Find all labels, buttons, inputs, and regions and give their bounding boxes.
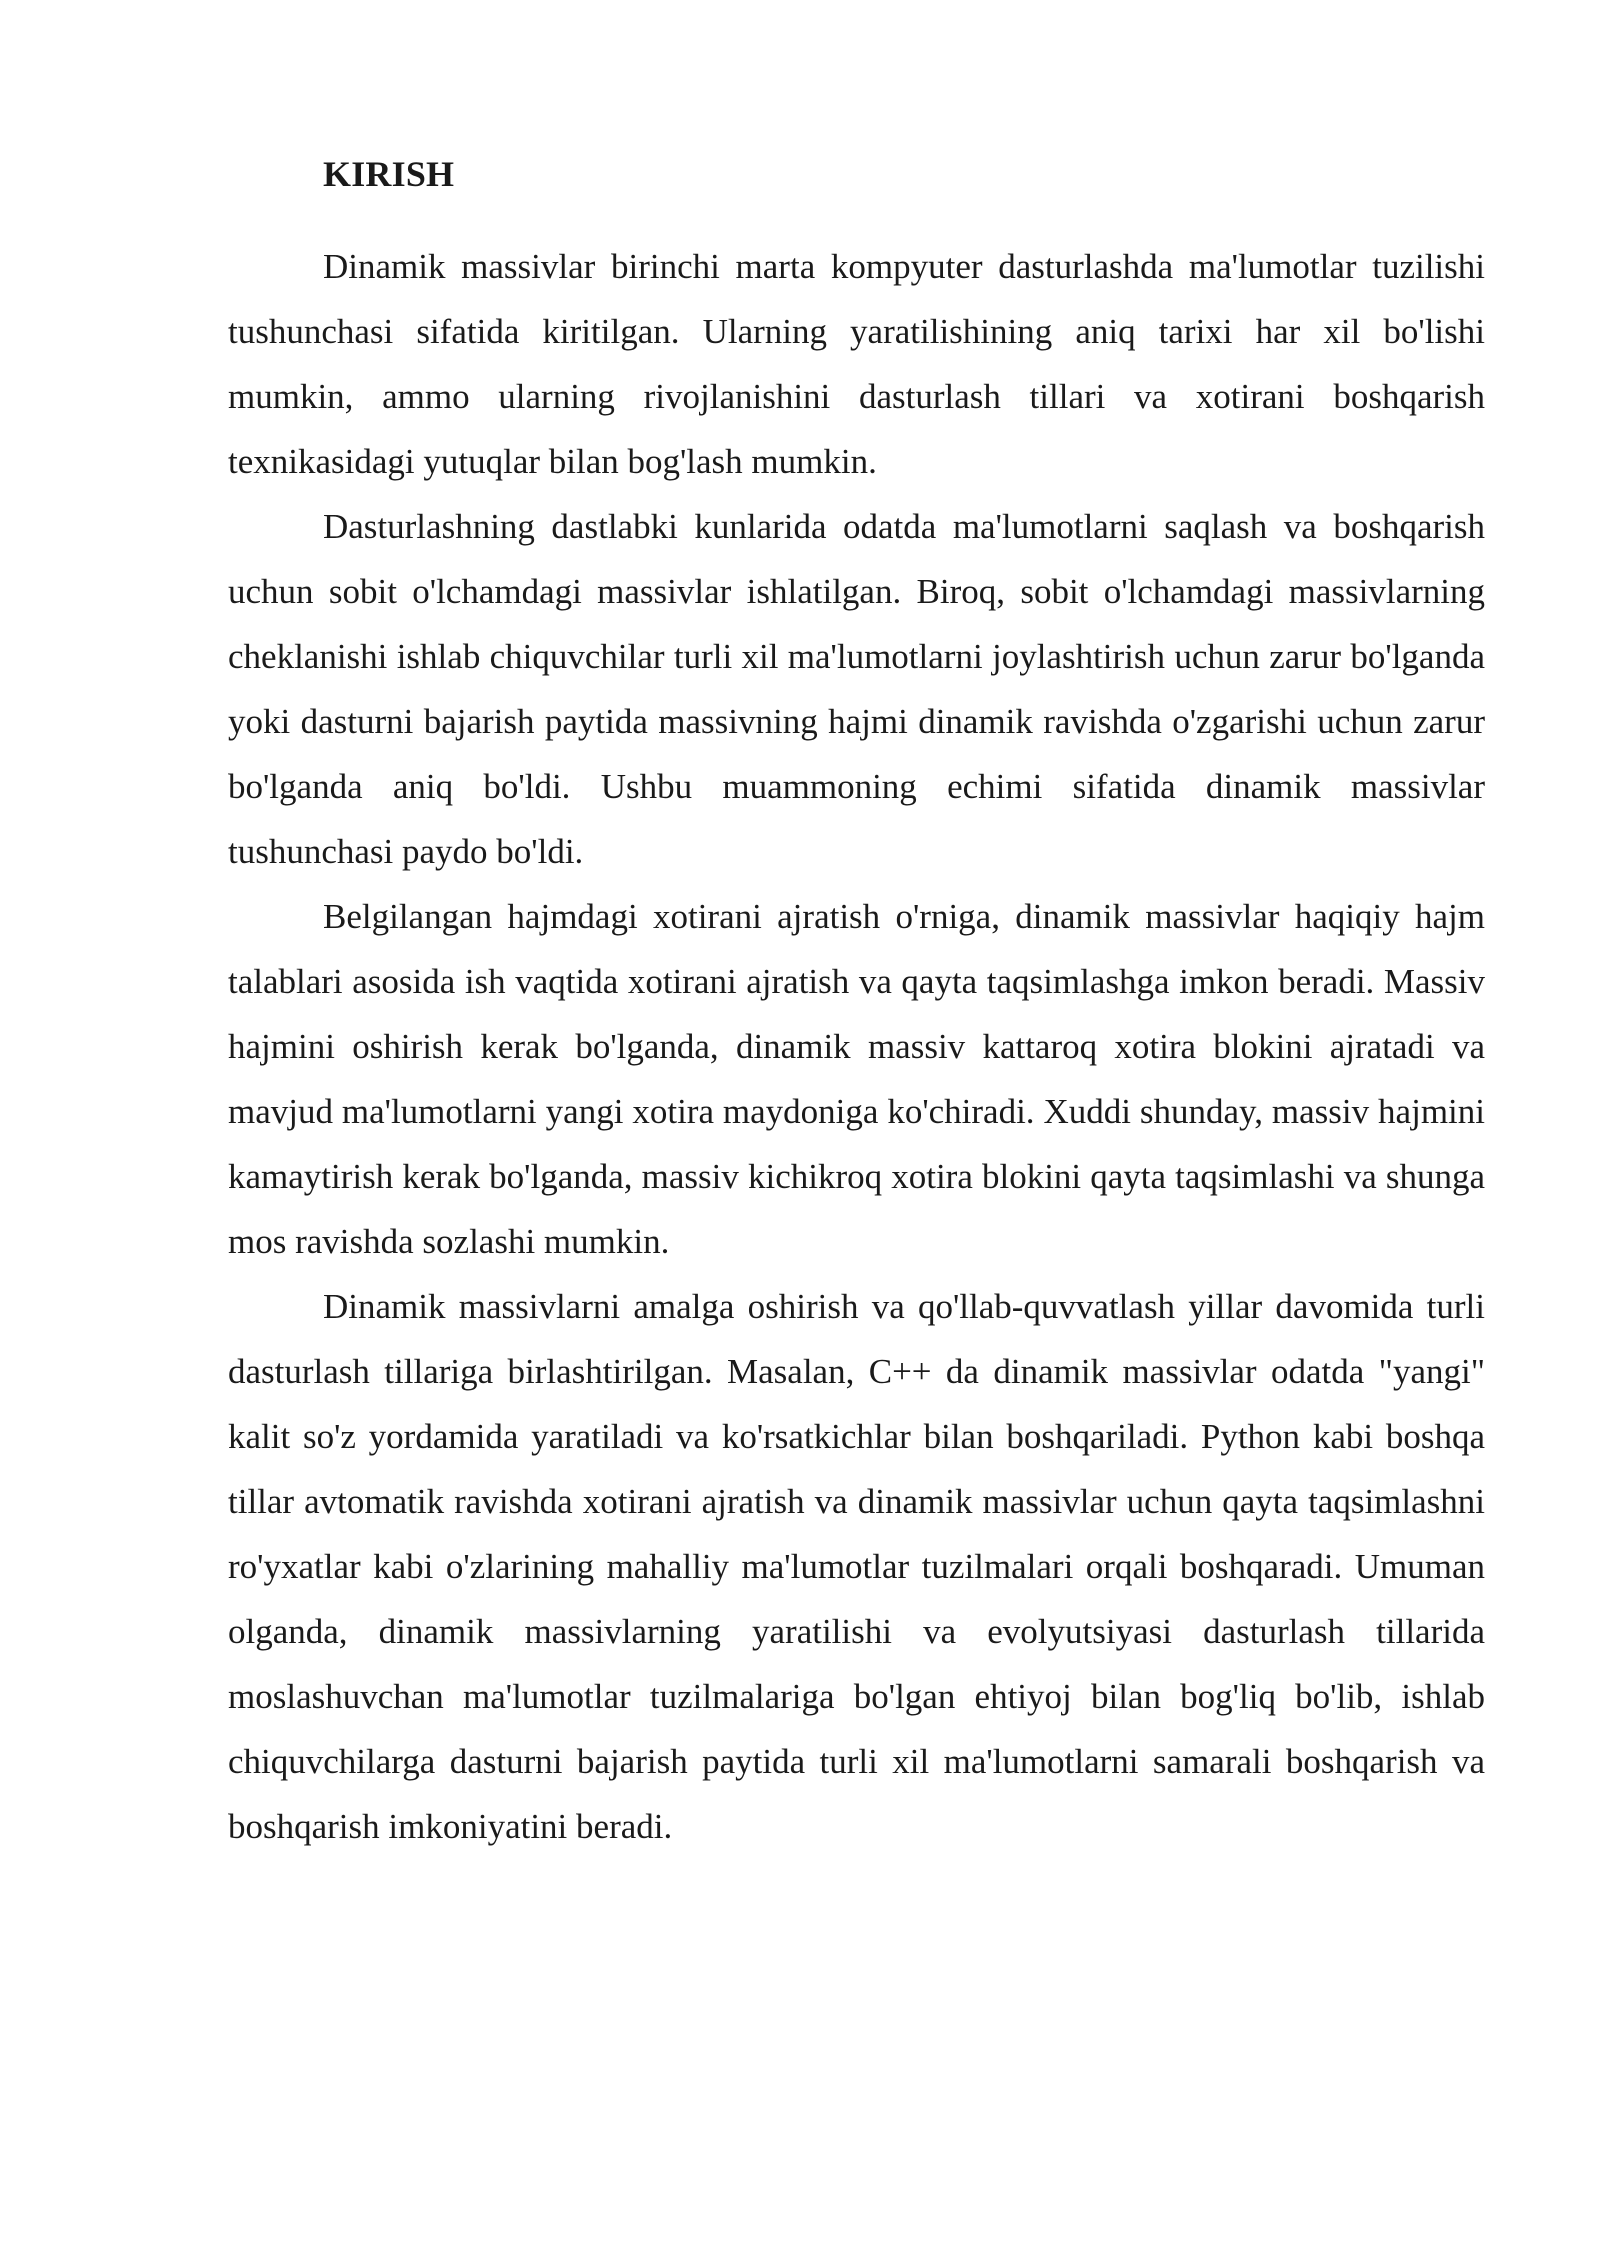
paragraph-4: Dinamik massivlarni amalga oshirish va qo'llab-quvvatlash yillar davomida turli dasturlash tillariga birlashtirilgan. Masalan, C++ da dinamik massivlar odatda "yangi" kalit so'z yordamida yaratiladi va ko'rsatkichlar bilan boshqariladi. Python kabi boshqa tillar avtomatik ravishda xotirani ajratish va dinamik massivlar uchun qayta taqsimlashni ro'yxatlar kabi o'zlarining mahalliy ma'lumotlar tuzilmalari orqali boshqaradi. Umuman olganda, dinamik massivlarning yaratilishi va evolyutsiyasi dasturlash tillarida moslashuvchan ma'lumotlar tuzilmalariga bo'lgan ehtiyoj bilan bog'liq bo'lib, ishlab chiquvchilarga dasturni bajarish paytida turli xil ma'lumotlarni samarali boshqarish va boshqarish imkoniyatini beradi. [228,1287,1485,1846]
paragraph-1: Dinamik massivlar birinchi marta kompyuter dasturlashda ma'lumotlar tuzilishi tushunchasi sifatida kiritilgan. Ularning yaratilishining aniq tarixi har xil bo'lishi mumkin, ammo ularning rivojlanishini dasturlash tillari va xotirani boshqarish texnikasidagi yutuqlar bilan bog'lash mumkin. [228,247,1485,481]
document-body [228,142,1485,1859]
paragraph-2: Dasturlashning dastlabki kunlarida odatda ma'lumotlarni saqlash va boshqarish uchun sobit o'lchamdagi massivlar ishlatilgan. Biroq, sobit o'lchamdagi massivlarning cheklanishi ishlab chiquvchilar turli xil ma'lumotlarni joylashtirish uchun zarur bo'lganda yoki dasturni bajarish paytida massivning hajmi dinamik ravishda o'zgarishi uchun zarur bo'lganda aniq bo'ldi. Ushbu muammoning echimi sifatida dinamik massivlar tushunchasi paydo bo'ldi. [228,507,1485,871]
section-heading: KIRISH [323,154,455,194]
paragraph-3: Belgilangan hajmdagi xotirani ajratish o'rniga, dinamik massivlar haqiqiy hajm talablari asosida ish vaqtida xotirani ajratish va qayta taqsimlashga imkon beradi. Massiv hajmini oshirish kerak bo'lganda, dinamik massiv kattaroq xotira blokini ajratadi va mavjud ma'lumotlarni yangi xotira maydoniga ko'chiradi. Xuddi shunday, massiv hajmini kamaytirish kerak bo'lganda, massiv kichikroq xotira blokini qayta taqsimlashi va shunga mos ravishda sozlashi mumkin. [228,897,1485,1261]
